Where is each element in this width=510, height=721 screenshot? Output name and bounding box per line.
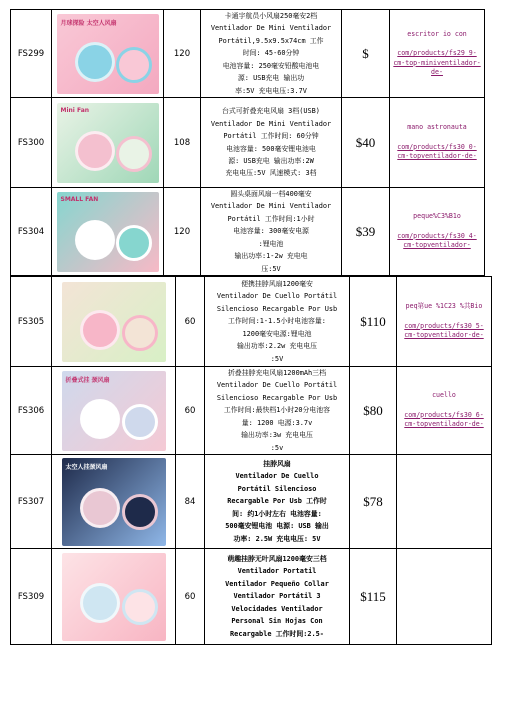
description-line: 功率: 2.5W 充电电压: 5V xyxy=(233,534,321,543)
description-line: 电池容量: 300毫安电源 xyxy=(233,227,309,236)
product-code: FS307 xyxy=(11,455,52,549)
product-code: FS309 xyxy=(11,549,52,645)
product-code: FS306 xyxy=(11,367,52,455)
product-price: $115 xyxy=(350,549,397,645)
product-table-part-2 xyxy=(10,276,492,645)
fan-shape xyxy=(75,220,115,260)
product-image xyxy=(57,103,159,183)
product-quantity: 84 xyxy=(176,455,205,549)
description-line: :锂电池 xyxy=(258,239,284,248)
product-code: FS300 xyxy=(11,98,52,188)
description-line: Ventilador De Mini Ventilador xyxy=(210,119,332,128)
description-line: :5V xyxy=(270,354,284,363)
description-line: Silencioso Recargable Por Usb xyxy=(216,393,338,402)
description-line: 时间: 45-60分钟 xyxy=(242,49,300,58)
product-code: FS304 xyxy=(11,188,52,276)
product-row xyxy=(11,10,485,98)
description-line: 挂脖风扇 xyxy=(263,460,291,469)
product-row xyxy=(11,188,485,276)
product-price: $78 xyxy=(350,455,397,549)
product-image-cell xyxy=(52,549,176,645)
product-image-cell xyxy=(52,367,176,455)
description-line: 间: 约1小时左右 电池容量: xyxy=(232,509,322,518)
product-row xyxy=(11,455,492,549)
product-row xyxy=(11,367,492,455)
product-image-caption: 折叠式挂 颈风扇 xyxy=(65,376,110,384)
description-line: 500毫安锂电池 电源: USB 输出 xyxy=(225,522,329,531)
description-line: Ventilador De Cuello xyxy=(235,472,319,481)
description-line: 工作时间:1-1.5小时电池容量: xyxy=(228,317,326,326)
product-link-slug[interactable]: cuello xyxy=(432,391,456,400)
description-line: 萌趣挂脖无叶风扇1200毫安三档 xyxy=(227,555,327,564)
fan-shape xyxy=(75,131,115,171)
product-description xyxy=(205,455,350,549)
product-image xyxy=(57,192,159,272)
description-line: 1200毫安电源:锂电池 xyxy=(242,329,312,338)
product-link-slug[interactable]: peq第ue %1C23 %共Bio xyxy=(405,302,483,311)
product-link-cell xyxy=(390,188,485,276)
description-line: Ventilador De Mini Ventilador xyxy=(210,202,332,211)
product-row xyxy=(11,98,485,188)
product-code: FS299 xyxy=(11,10,52,98)
description-line: Ventilador De Cuello Portátil xyxy=(216,381,338,390)
product-image xyxy=(57,14,159,94)
description-line: 电池容量: 500毫安锂电池电 xyxy=(226,144,316,153)
description-line: 源: USB充电 输出功 xyxy=(237,74,305,83)
product-image-caption: 月球探险 太空人风扇 xyxy=(60,19,117,27)
product-description xyxy=(205,549,350,645)
product-link-url[interactable]: com/products/fs30 4-cm-topventilador- xyxy=(397,231,477,250)
description-line: Velocidades Ventilador xyxy=(231,604,323,613)
product-image xyxy=(62,282,166,362)
description-line: :5v xyxy=(270,443,284,452)
product-code: FS305 xyxy=(11,277,52,367)
description-line: 便携挂脖风扇1200毫安 xyxy=(241,280,313,289)
fan-shape xyxy=(75,42,115,82)
product-price: $110 xyxy=(350,277,397,367)
description-line: Ventilador De Cuello Portátil xyxy=(216,292,338,301)
product-image-caption: 太空人挂颈风扇 xyxy=(65,463,108,471)
description-line: Portátil 工作时间: 60分钟 xyxy=(223,132,319,141)
product-image xyxy=(62,371,166,451)
product-image-caption: Mini Fan xyxy=(60,106,90,114)
description-line: Ventilador Pequeño Collar xyxy=(225,579,329,588)
product-link-url[interactable]: com/products/fs30 6-cm-topventilador-de- xyxy=(404,410,484,429)
fan-shape xyxy=(122,315,158,351)
description-line: Portátil Silencioso xyxy=(237,484,317,493)
product-image xyxy=(62,553,166,641)
product-price: $80 xyxy=(350,367,397,455)
product-link-url[interactable]: com/products/fs29 9-cm-top-miniventilador-de- xyxy=(393,49,481,76)
product-image-cell xyxy=(52,98,164,188)
fan-shape xyxy=(122,404,158,440)
product-table-part-1 xyxy=(10,9,485,276)
description-line: 圆头桌面风扇一档400毫安 xyxy=(230,190,312,199)
description-line: 源: USB充电 输出功率:2W xyxy=(228,156,314,165)
product-link-slug[interactable]: peque%C3%B1o xyxy=(413,212,461,221)
description-line: 率:5V 充电电压:3.7V xyxy=(235,86,307,95)
product-image-cell xyxy=(52,188,164,276)
product-quantity: 60 xyxy=(176,367,205,455)
product-description xyxy=(201,98,342,188)
product-link-cell xyxy=(397,455,492,549)
description-line: Silencioso Recargable Por Usb xyxy=(216,304,338,313)
product-quantity: 108 xyxy=(164,98,201,188)
product-description xyxy=(205,277,350,367)
description-line: 折叠挂脖充电风扇1200mAh三档 xyxy=(228,369,326,378)
fan-shape xyxy=(122,494,158,530)
description-line: 输出功率:2.2w 充电电压 xyxy=(236,342,317,351)
product-image-cell xyxy=(52,10,164,98)
product-link-cell xyxy=(390,10,485,98)
fan-shape xyxy=(80,583,120,623)
description-line: 卡通宇航员小风扇250毫安2档 xyxy=(224,12,318,21)
description-line: 工作时间:最快档1小时20分电池容 xyxy=(223,406,331,415)
product-quantity: 60 xyxy=(176,549,205,645)
product-link-cell xyxy=(397,549,492,645)
product-price: $39 xyxy=(342,188,390,276)
description-line: Personal Sin Hojas Con xyxy=(231,617,323,626)
product-quantity: 120 xyxy=(164,10,201,98)
fan-shape xyxy=(116,47,152,83)
product-price: $ xyxy=(342,10,390,98)
product-image-cell xyxy=(52,455,176,549)
description-line: 压:5V xyxy=(261,264,281,273)
product-link-url[interactable]: com/products/fs30 0-cm-topventilador-de- xyxy=(397,142,477,161)
fan-shape xyxy=(80,310,120,350)
product-price: $40 xyxy=(342,98,390,188)
product-description xyxy=(205,367,350,455)
product-row xyxy=(11,277,492,367)
description-line: Ventilador Portátil 3 xyxy=(233,592,321,601)
product-description xyxy=(201,10,342,98)
product-link-slug[interactable]: escritor io con xyxy=(407,29,467,38)
product-quantity: 60 xyxy=(176,277,205,367)
product-image xyxy=(62,458,166,546)
product-row xyxy=(11,549,492,645)
fan-shape xyxy=(80,399,120,439)
description-line: Recargable Por Usb 工作时 xyxy=(227,497,327,506)
description-line: 充电电压:5V 风速模式: 3档 xyxy=(225,169,317,178)
description-line: 输出功率:3w 充电电压 xyxy=(241,431,313,440)
product-description xyxy=(201,188,342,276)
description-line: 台式可折叠充电风扇 3档(USB) xyxy=(222,107,320,116)
product-link-cell xyxy=(397,277,492,367)
fan-shape xyxy=(80,488,120,528)
product-link-slug[interactable]: mano astronauta xyxy=(407,123,467,132)
fan-shape xyxy=(116,225,152,261)
product-link-url[interactable]: com/products/fs30 5-cm-topventilador-de- xyxy=(404,321,484,340)
fan-shape xyxy=(122,589,158,625)
product-link-cell xyxy=(397,367,492,455)
description-line: 电池容量: 250毫安铅酸电池电 xyxy=(222,61,320,70)
product-quantity: 120 xyxy=(164,188,201,276)
fan-shape xyxy=(116,136,152,172)
description-line: 量: 1200 电源:3.7v xyxy=(241,418,313,427)
description-line: 输出功率:1-2w 充电电 xyxy=(234,252,308,261)
product-link-cell xyxy=(390,98,485,188)
description-line: Recargable 工作时间:2.5- xyxy=(230,629,324,638)
description-line: Ventilador De Mini Ventilador xyxy=(210,24,332,33)
product-image-caption: SMALL FAN xyxy=(60,195,99,203)
description-line: Ventilador Portatil xyxy=(237,567,317,576)
description-line: Portátil 工作时间:1小时 xyxy=(227,214,315,223)
product-image-cell xyxy=(52,277,176,367)
description-line: Portátil,9.5x9.5x74cm 工作 xyxy=(218,36,324,45)
